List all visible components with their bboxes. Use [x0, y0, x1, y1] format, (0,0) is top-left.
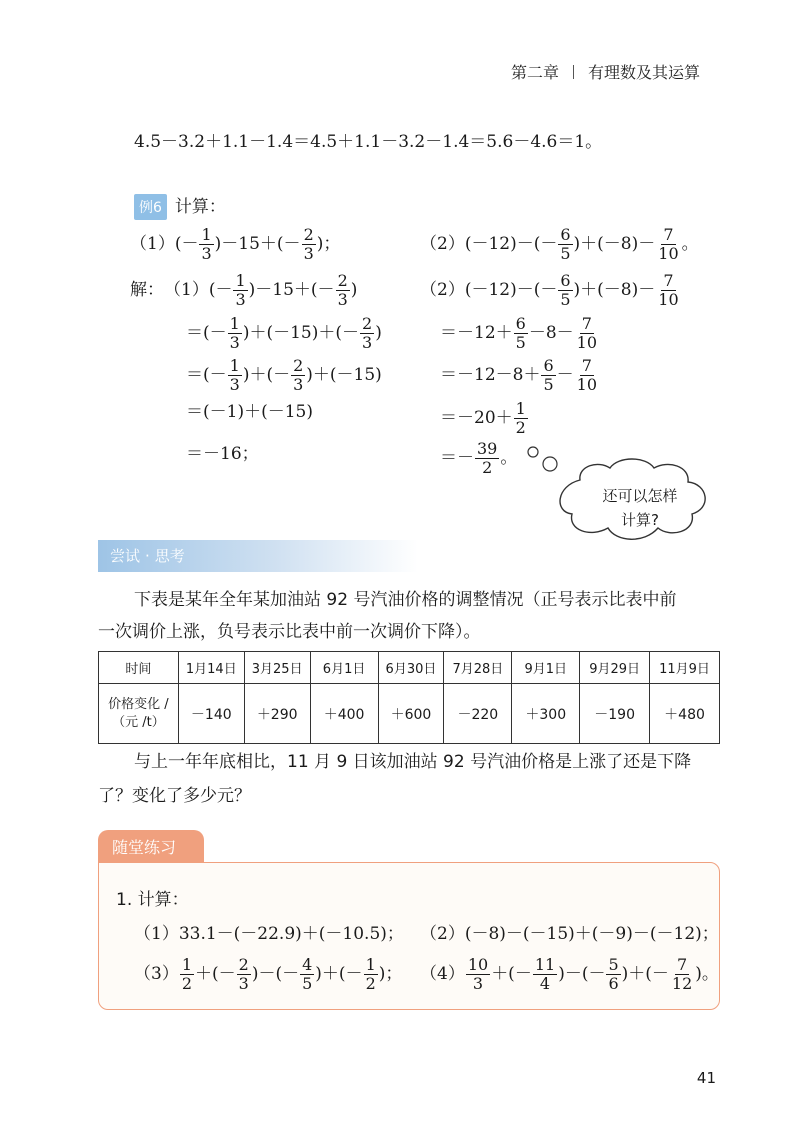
date-cell: 9月1日	[512, 652, 580, 684]
date-cell: 6月1日	[310, 652, 378, 684]
fraction: 1 2	[365, 955, 376, 993]
solution-right-line-4: ＝－20＋ 1 2	[440, 399, 526, 437]
row-label-cell: 价格变化 / （元 /t）	[99, 684, 179, 744]
fraction: 11 4	[534, 955, 556, 993]
change-cell: －220	[444, 684, 512, 744]
page-number: 41	[696, 1069, 716, 1087]
fraction: 6 5	[515, 314, 526, 352]
problem-1: （1） (－ 1 3 )－15＋(－ 2 3 )；	[130, 225, 341, 263]
fraction: 2 3	[362, 314, 373, 352]
change-cell: －190	[580, 684, 650, 744]
paragraph-line-1: 下表是某年全年某加油站 92 号汽油价格的调整情况（正号表示比表中前	[134, 590, 677, 610]
fraction: 5 6	[608, 955, 619, 993]
example-badge: 例6	[134, 194, 167, 220]
fraction: 7 12	[671, 955, 693, 993]
change-cell: ＋600	[378, 684, 444, 744]
change-cell: ＋400	[310, 684, 378, 744]
solution-right-line-5: ＝－ 39 2 。	[440, 439, 518, 477]
practice-problem-3: （3） 1 2 ＋(－ 2 3 )－(－ 4 5 )＋(－ 1 2 )；	[134, 955, 403, 993]
example-heading	[134, 192, 226, 220]
top-expression: 4.5－3.2＋1.1－1.4＝4.5＋1.1－3.2－1.4＝5.6－4.6＝1。	[134, 132, 603, 152]
solution-left-line-4: ＝(－1)＋(－15)	[186, 402, 313, 422]
fraction: 39 2	[477, 439, 498, 477]
practice-problem-4: （4） 10 3 ＋(－ 11 4 )－(－ 5 6 )＋(－ 7 12 )。	[420, 955, 719, 993]
table-header-cell: 时间	[99, 652, 179, 684]
date-cell: 6月30日	[378, 652, 444, 684]
change-cell: －140	[178, 684, 244, 744]
change-cell: ＋290	[244, 684, 310, 744]
change-cell: ＋480	[650, 684, 720, 744]
thought-bubble-text: 还可以怎样 计算?	[602, 487, 678, 529]
fraction: 10 3	[467, 955, 489, 993]
date-cell: 3月25日	[244, 652, 310, 684]
date-cell: 7月28日	[444, 652, 512, 684]
example-label: 计算：	[174, 197, 226, 217]
chapter-title: 有理数及其运算	[587, 63, 700, 82]
fraction: 6 5	[560, 271, 571, 309]
fraction: 7 10	[658, 271, 679, 309]
solution-left-line-3: ＝(－ 1 3 )＋(－ 2 3 )＋(－15)	[186, 356, 382, 394]
fraction: 7 10	[658, 225, 679, 263]
fraction: 2 3	[303, 225, 314, 263]
fraction: 6 5	[560, 225, 571, 263]
solution-right-line-2: ＝－12＋ 6 5 －8－ 7 10	[440, 314, 598, 352]
running-header	[511, 60, 700, 83]
fraction: 1 3	[201, 225, 212, 263]
fraction: 4 5	[302, 955, 313, 993]
price-change-table	[98, 651, 720, 744]
date-cell: 9月29日	[580, 652, 650, 684]
header-divider	[573, 65, 574, 79]
question-line-1: 与上一年年底相比，11 月 9 日该加油站 92 号汽油价格是上涨了还是下降	[134, 752, 692, 772]
solution-right-line-1: （2） (－12)－(－ 6 5 )＋(－8)－ 7 10	[420, 271, 679, 309]
fraction: 1 3	[229, 314, 240, 352]
solution-label: 解：	[130, 279, 164, 300]
change-cell: ＋300	[512, 684, 580, 744]
solution-left-line-5: ＝－16；	[186, 444, 259, 464]
fraction: 2 3	[337, 271, 348, 309]
solution-left-line-2: ＝(－ 1 3 )＋(－15)＋(－ 2 3 )	[186, 314, 382, 352]
fraction: 7 10	[576, 314, 598, 352]
solution-right-line-3: ＝－12－8＋ 6 5 － 7 10	[440, 356, 597, 394]
date-cell: 11月9日	[650, 652, 720, 684]
practice-problem-1: （1）33.1－(－22.9)＋(－10.5)；	[134, 924, 404, 944]
fraction: 1 2	[181, 955, 193, 993]
question-line-2: 了？变化了多少元？	[98, 786, 251, 806]
fraction: 1 3	[235, 271, 246, 309]
practice-question-heading: 1. 计算：	[116, 890, 189, 910]
problem-2: （2） (－12)－(－ 6 5 )＋(－8)－ 7 10 。	[420, 225, 699, 263]
fraction: 1 3	[229, 356, 240, 394]
solution-left-line-1: 解： （1） (－ 1 3 )－15＋(－ 2 3 )	[130, 271, 358, 309]
table-row	[99, 684, 720, 744]
paragraph-line-2: 一次调价上涨，负号表示比表中前一次调价下降）。	[98, 622, 481, 642]
practice-tab: 随堂练习	[98, 830, 204, 866]
table-row	[99, 652, 720, 684]
fraction: 2 3	[238, 955, 249, 993]
fraction: 6 5	[543, 356, 554, 394]
fraction: 7 10	[576, 356, 597, 394]
practice-problem-2: （2）(－8)－(－15)＋(－9)－(－12)；	[420, 924, 719, 944]
date-cell: 1月14日	[178, 652, 244, 684]
fraction: 2 3	[293, 356, 304, 394]
fraction: 1 2	[515, 399, 526, 437]
chapter-label: 第二章	[510, 63, 559, 82]
try-think-banner: 尝试 · 思考	[98, 540, 418, 572]
